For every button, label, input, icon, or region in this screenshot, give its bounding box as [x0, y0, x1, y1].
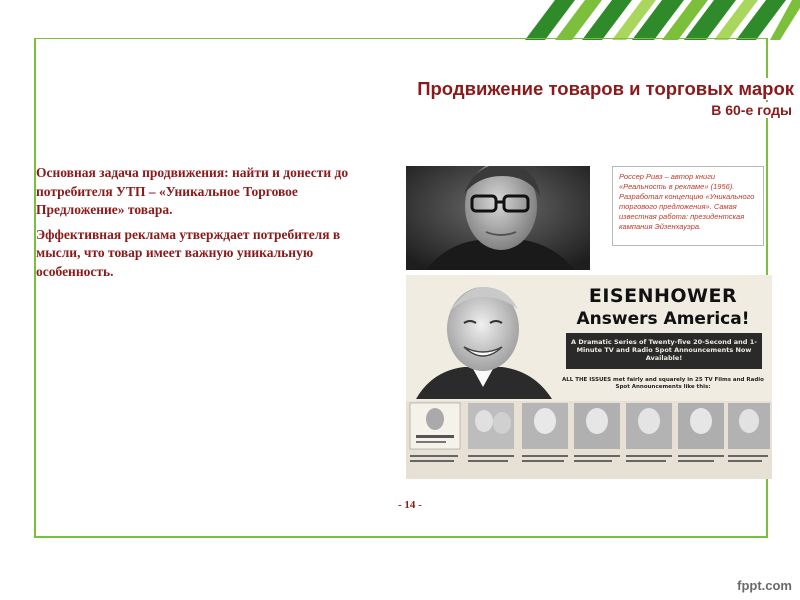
- paragraph-effective-ads: Эффективная реклама утверждает потребителя в мысли, что товар имеет важную уникальную особенность.: [36, 226, 341, 279]
- header-stripes-decoration: [0, 0, 800, 40]
- ad-headline-answers: Answers America!: [576, 309, 750, 329]
- eisenhower-ad-image: [406, 275, 772, 479]
- bio-caption-text: Россер Ривз – автор книги «Реальность в рекламе» (1956). Разработал концепцию «Уникального торгового предложения». Самая известная работа: президентская кампания Эйзенхауэра.: [619, 172, 755, 231]
- slide-title: Продвижение товаров и торговых марок: [413, 78, 794, 100]
- page-number: - 14 -: [398, 499, 422, 511]
- bio-caption-box: [612, 166, 764, 246]
- rosser-reeves-photo: [406, 166, 590, 270]
- footer-brand: fppt.com: [737, 578, 792, 593]
- paragraph-main-task: Основная задача продвижения: найти и донести до потребителя УТП – «Уникальное Торговое Предложение» товара.: [36, 165, 349, 217]
- ad-issues-text: ALL THE ISSUES met fairly and squarely in 25 TV Films and Radio Spot Announcements like this:: [562, 377, 764, 390]
- eisenhower-portrait: [406, 275, 556, 399]
- body-text: [36, 164, 356, 287]
- slide-subtitle: В 60-е годы: [707, 102, 792, 118]
- ad-banner: [566, 333, 762, 369]
- ad-headline-eisenhower: EISENHOWER: [588, 285, 738, 307]
- ad-film-strip: [406, 401, 772, 479]
- ad-banner-text: A Dramatic Series of Twenty-five 20-Second and 1-Minute TV and Radio Spot Announcements Now Available!: [571, 338, 757, 362]
